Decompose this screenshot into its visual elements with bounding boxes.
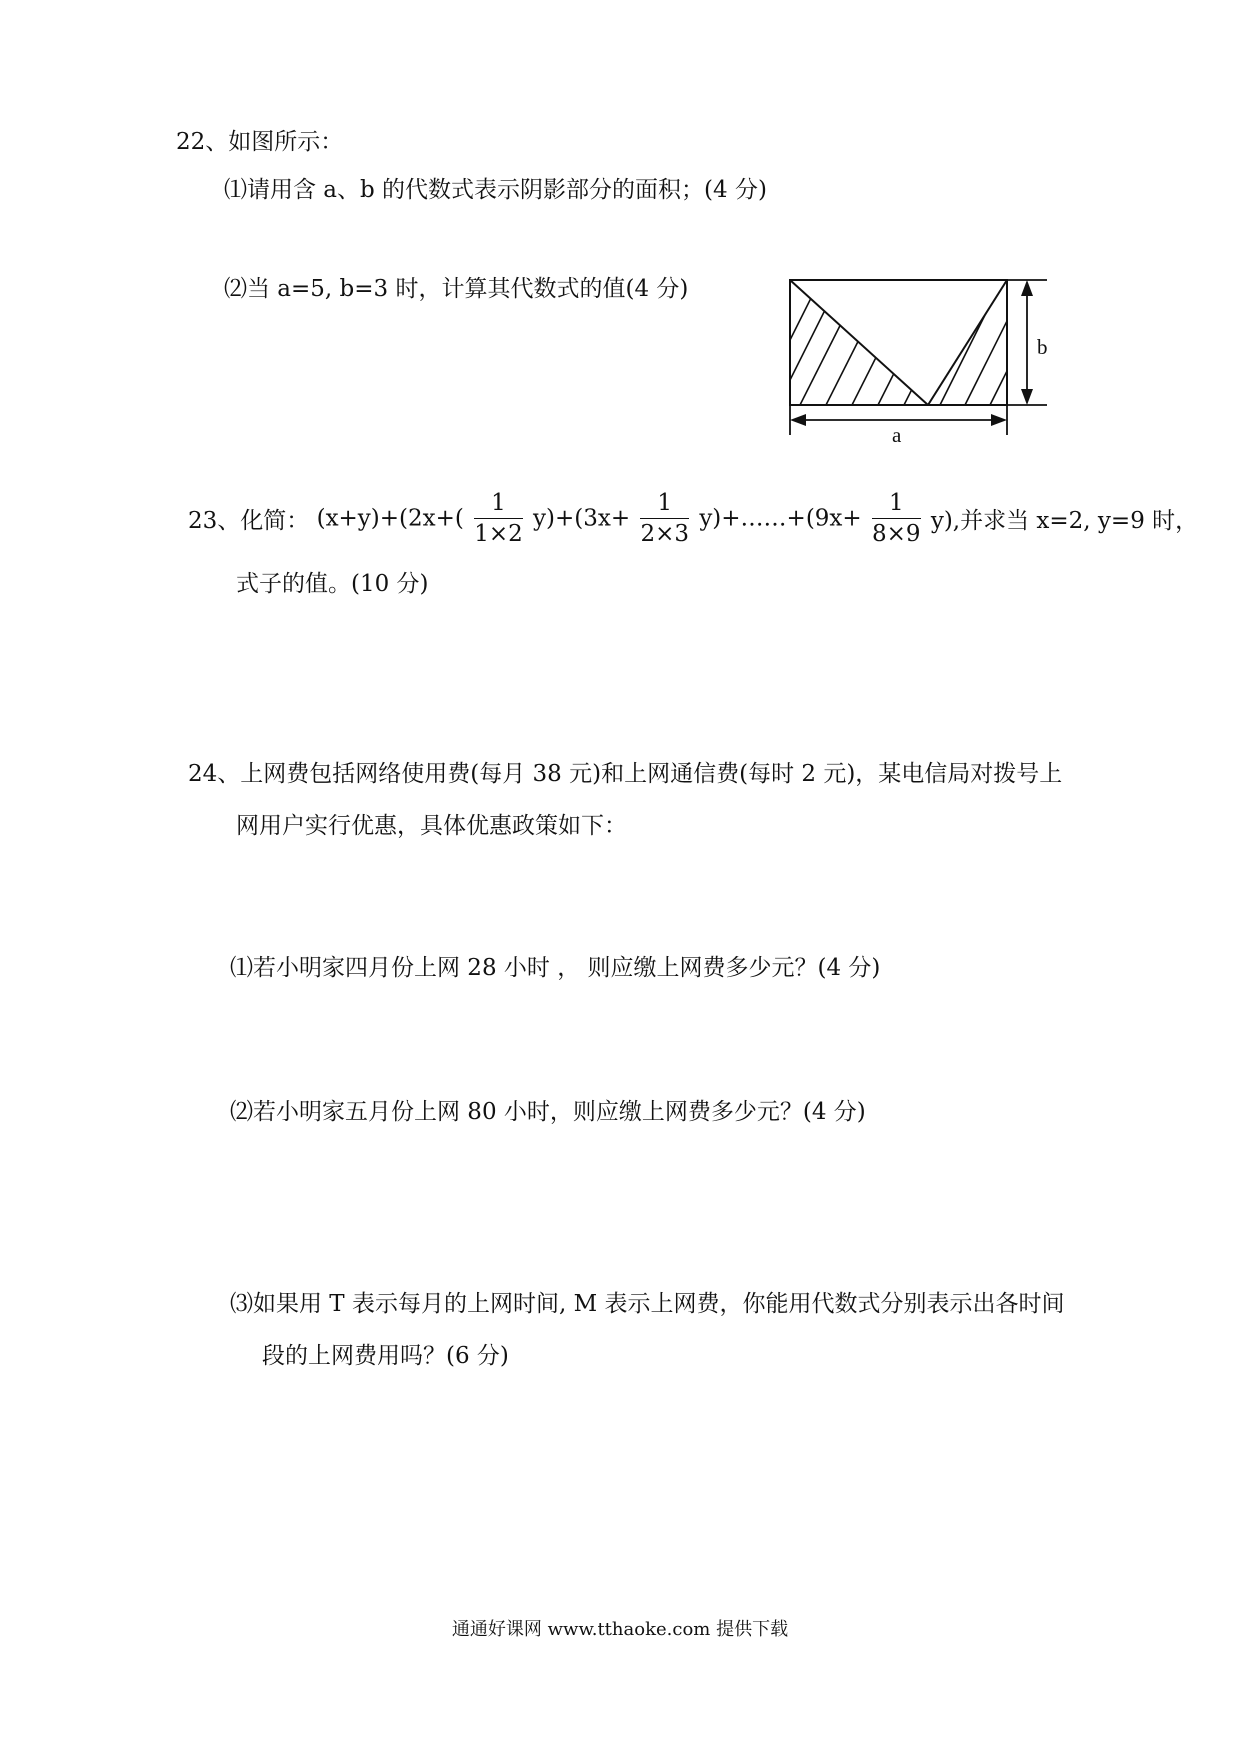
fraction-3 bbox=[872, 490, 921, 547]
fraction-3-denominator: 8×9 bbox=[871, 521, 921, 547]
q24-part3-line2: 段的上网费用吗？(6 分) bbox=[262, 1343, 509, 1369]
fraction-3-numerator: 1 bbox=[872, 490, 921, 519]
q23-term4: y),并求当 x=2, y=9 时， bbox=[930, 508, 1199, 534]
q22-title: 22、如图所示： bbox=[176, 129, 344, 155]
q23-prefix: 23、化简： bbox=[188, 508, 310, 534]
fraction-2-numerator: 1 bbox=[640, 490, 689, 519]
q23-equation bbox=[188, 490, 1198, 547]
q24-line1: 24、上网费包括网络使用费(每月 38 元)和上网通信费(每时 2 元)，某电信局对拨号上 bbox=[188, 761, 1063, 787]
q22-figure bbox=[780, 270, 1080, 450]
q24-line2: 网用户实行优惠，具体优惠政策如下： bbox=[236, 813, 627, 839]
q22-part1: ⑴请用含 a、b 的代数式表示阴影部分的面积；(4 分) bbox=[224, 177, 767, 203]
q23-term2: y)+(3x+ bbox=[533, 505, 631, 532]
fraction-2-denominator: 2×3 bbox=[640, 521, 689, 547]
q24-part3-line1: ⑶如果用 T 表示每月的上网时间, M 表示上网费，你能用代数式分别表示出各时间 bbox=[230, 1291, 1065, 1317]
label-a: a bbox=[892, 423, 902, 447]
q23-line2: 式子的值。(10 分) bbox=[236, 571, 429, 597]
fraction-1-numerator: 1 bbox=[474, 490, 523, 519]
fraction-1 bbox=[474, 490, 523, 547]
q22-part2: ⑵当 a=5, b=3 时，计算其代数式的值(4 分) bbox=[224, 276, 689, 302]
q23-term1: (x+y)+(2x+( bbox=[316, 505, 464, 532]
q24-part2: ⑵若小明家五月份上网 80 小时，则应缴上网费多少元？(4 分) bbox=[230, 1099, 866, 1125]
fraction-2 bbox=[640, 490, 689, 547]
q24-part1: ⑴若小明家四月份上网 28 小时 ， 则应缴上网费多少元？(4 分) bbox=[230, 955, 881, 981]
fraction-1-denominator: 1×2 bbox=[474, 521, 523, 547]
label-b: b bbox=[1037, 335, 1048, 359]
footer-text: 通通好课网 www.tthaoke.com 提供下载 bbox=[451, 1619, 789, 1640]
q23-term3: y)+……+(9x+ bbox=[699, 505, 862, 532]
